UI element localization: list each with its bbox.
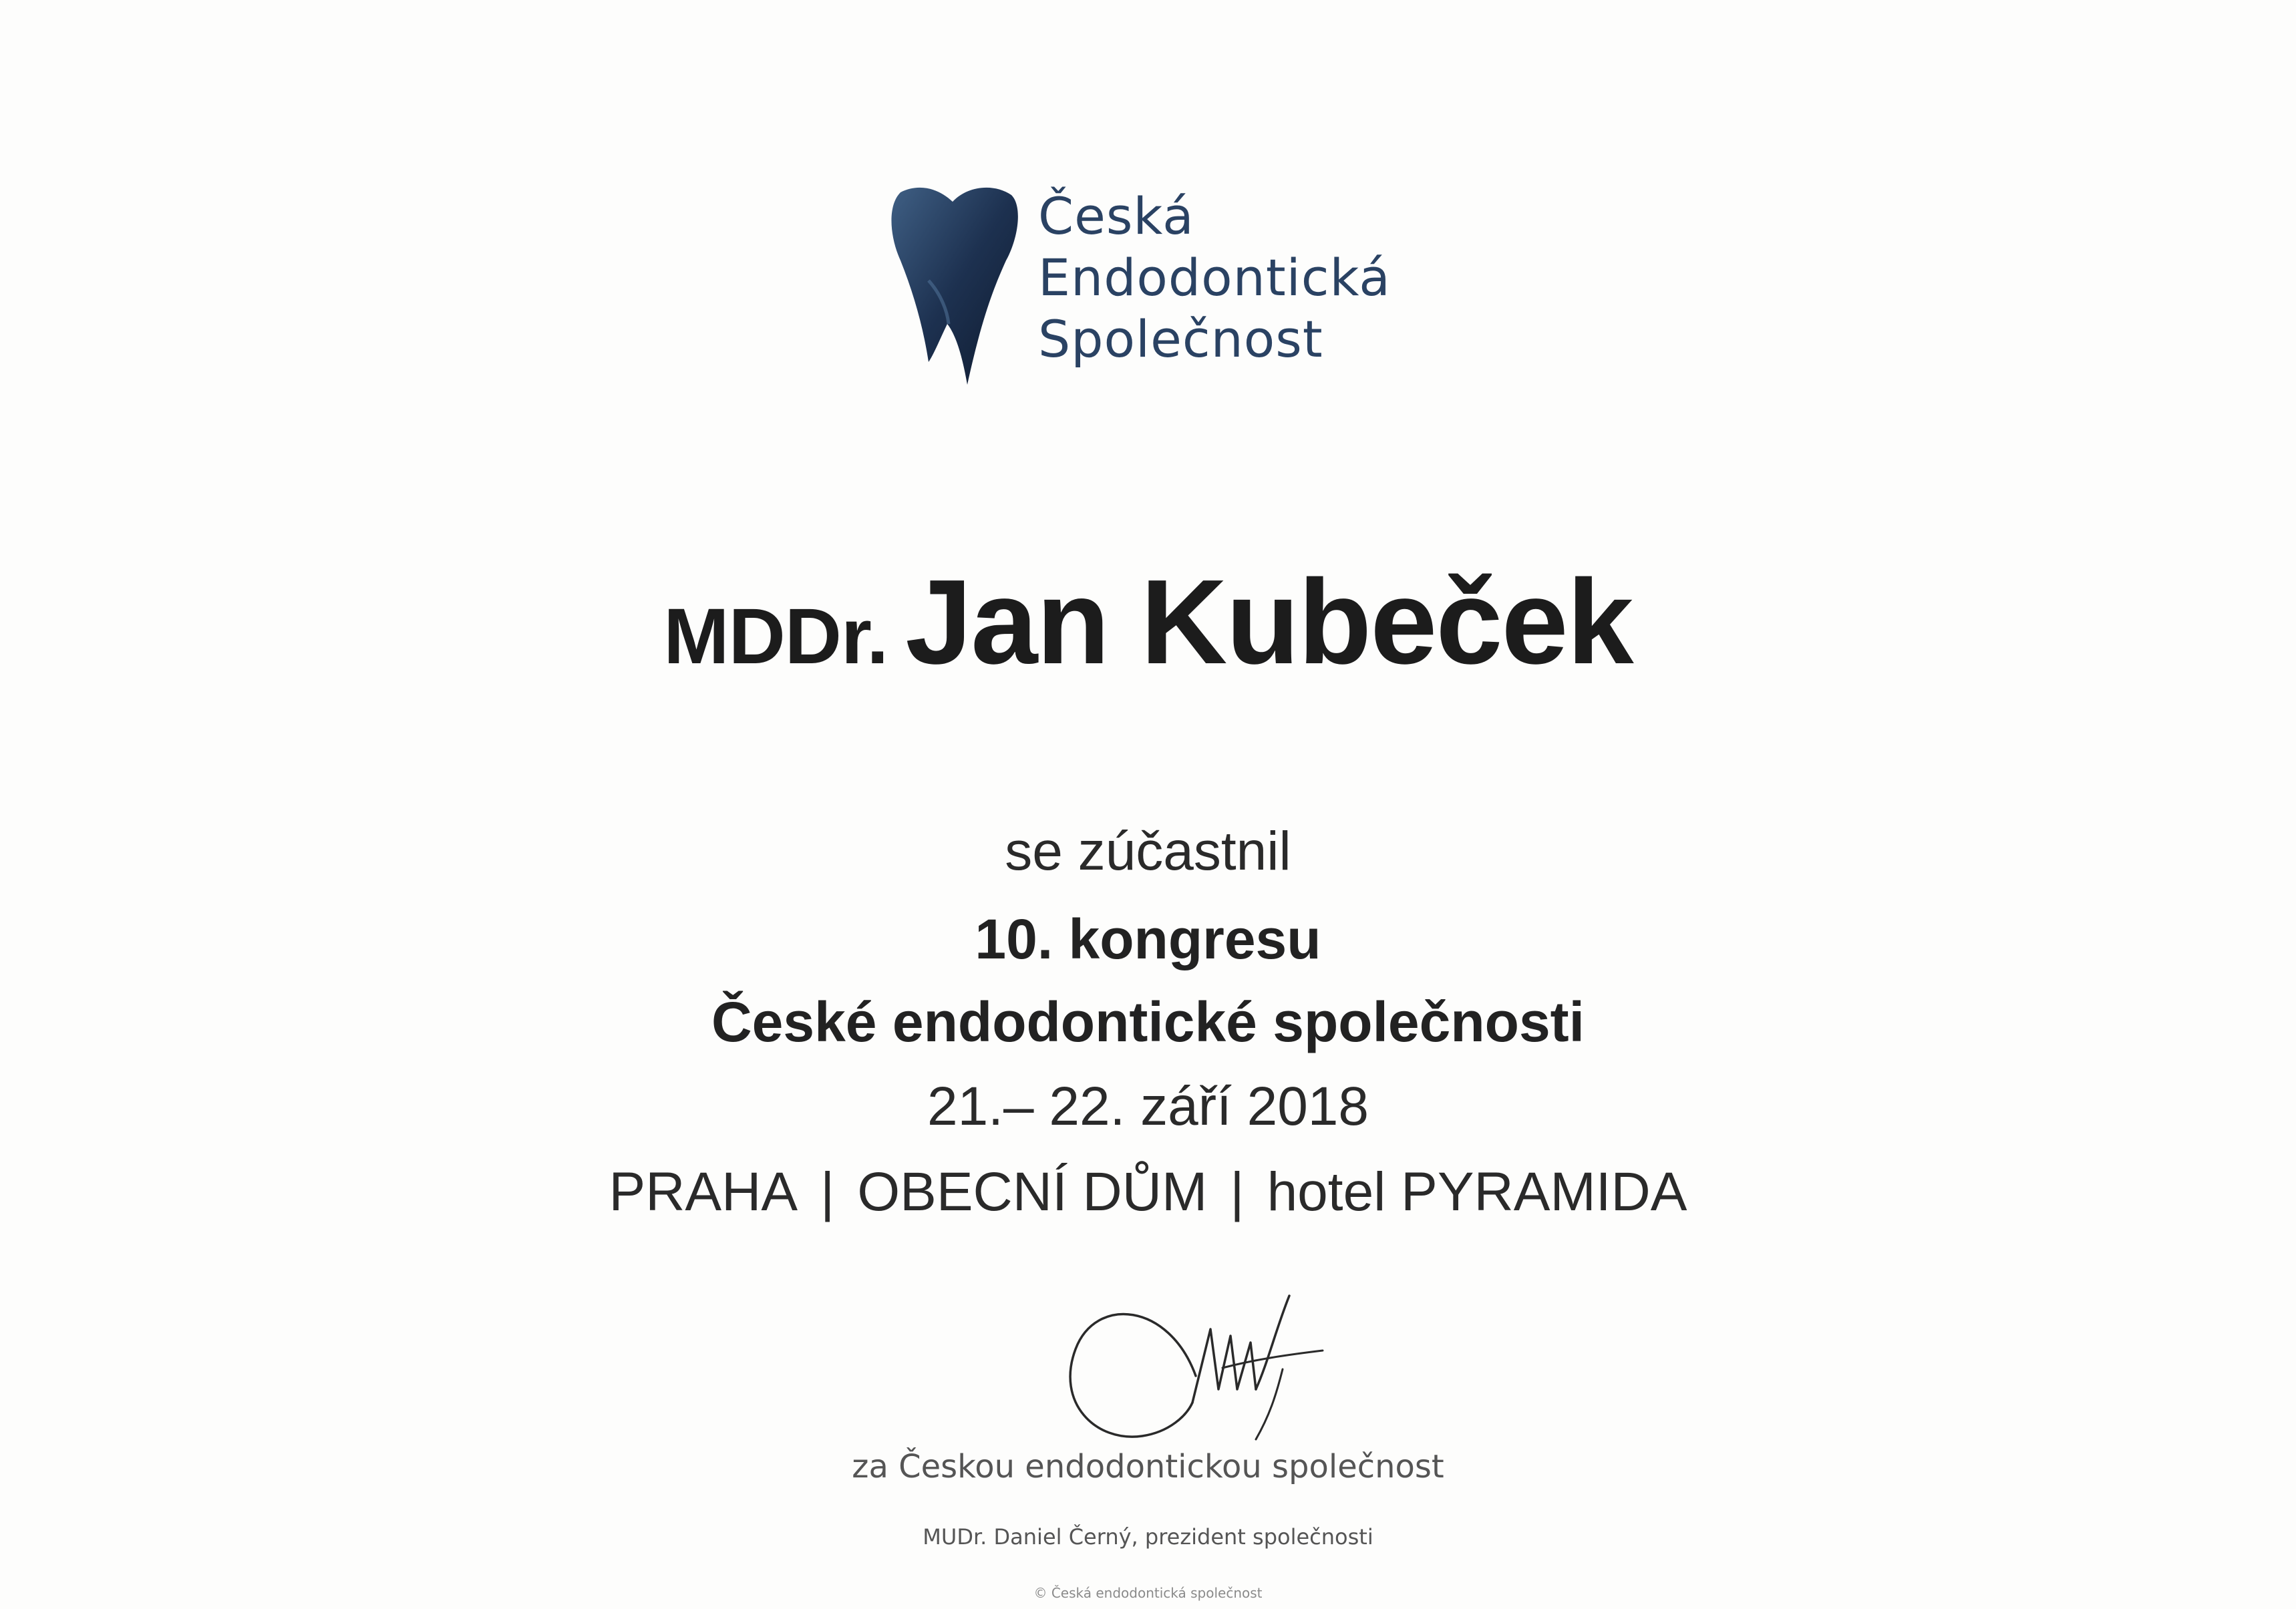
- copyright-notice: © Česká endodontická společnost: [1033, 1585, 1263, 1601]
- venue-place-1: OBECNÍ DŮM: [857, 1161, 1208, 1222]
- event-date: 21.– 22. září 2018: [927, 1076, 1369, 1137]
- logo-line-3: Společnost: [1038, 309, 1323, 369]
- logo-line-2: Endodontická: [1038, 248, 1391, 307]
- venue-separator: |: [820, 1161, 835, 1222]
- recipient-full-name: Jan Kubeček: [905, 555, 1633, 689]
- society-logo-text: [1038, 186, 1391, 370]
- participation-text: se zúčastnil: [1005, 821, 1291, 882]
- signature-caption: za Českou endodontickou společnost: [852, 1448, 1444, 1485]
- logo-line-1: Česká: [1038, 186, 1194, 246]
- venue-place-2: hotel PYRAMIDA: [1267, 1161, 1687, 1222]
- congress-number: 10. kongresu: [975, 908, 1321, 970]
- venue-city: PRAHA: [609, 1161, 798, 1222]
- signer-name: MUDr. Daniel Černý, prezident společnosti: [923, 1524, 1373, 1550]
- event-venue: [0, 1161, 2296, 1224]
- tooth-icon: [880, 180, 1021, 387]
- recipient-name: [0, 553, 2296, 691]
- society-logo: [880, 180, 1442, 394]
- society-name: České endodontické společnosti: [711, 991, 1585, 1053]
- recipient-title: MDDr.: [663, 592, 888, 681]
- venue-separator: |: [1230, 1161, 1245, 1222]
